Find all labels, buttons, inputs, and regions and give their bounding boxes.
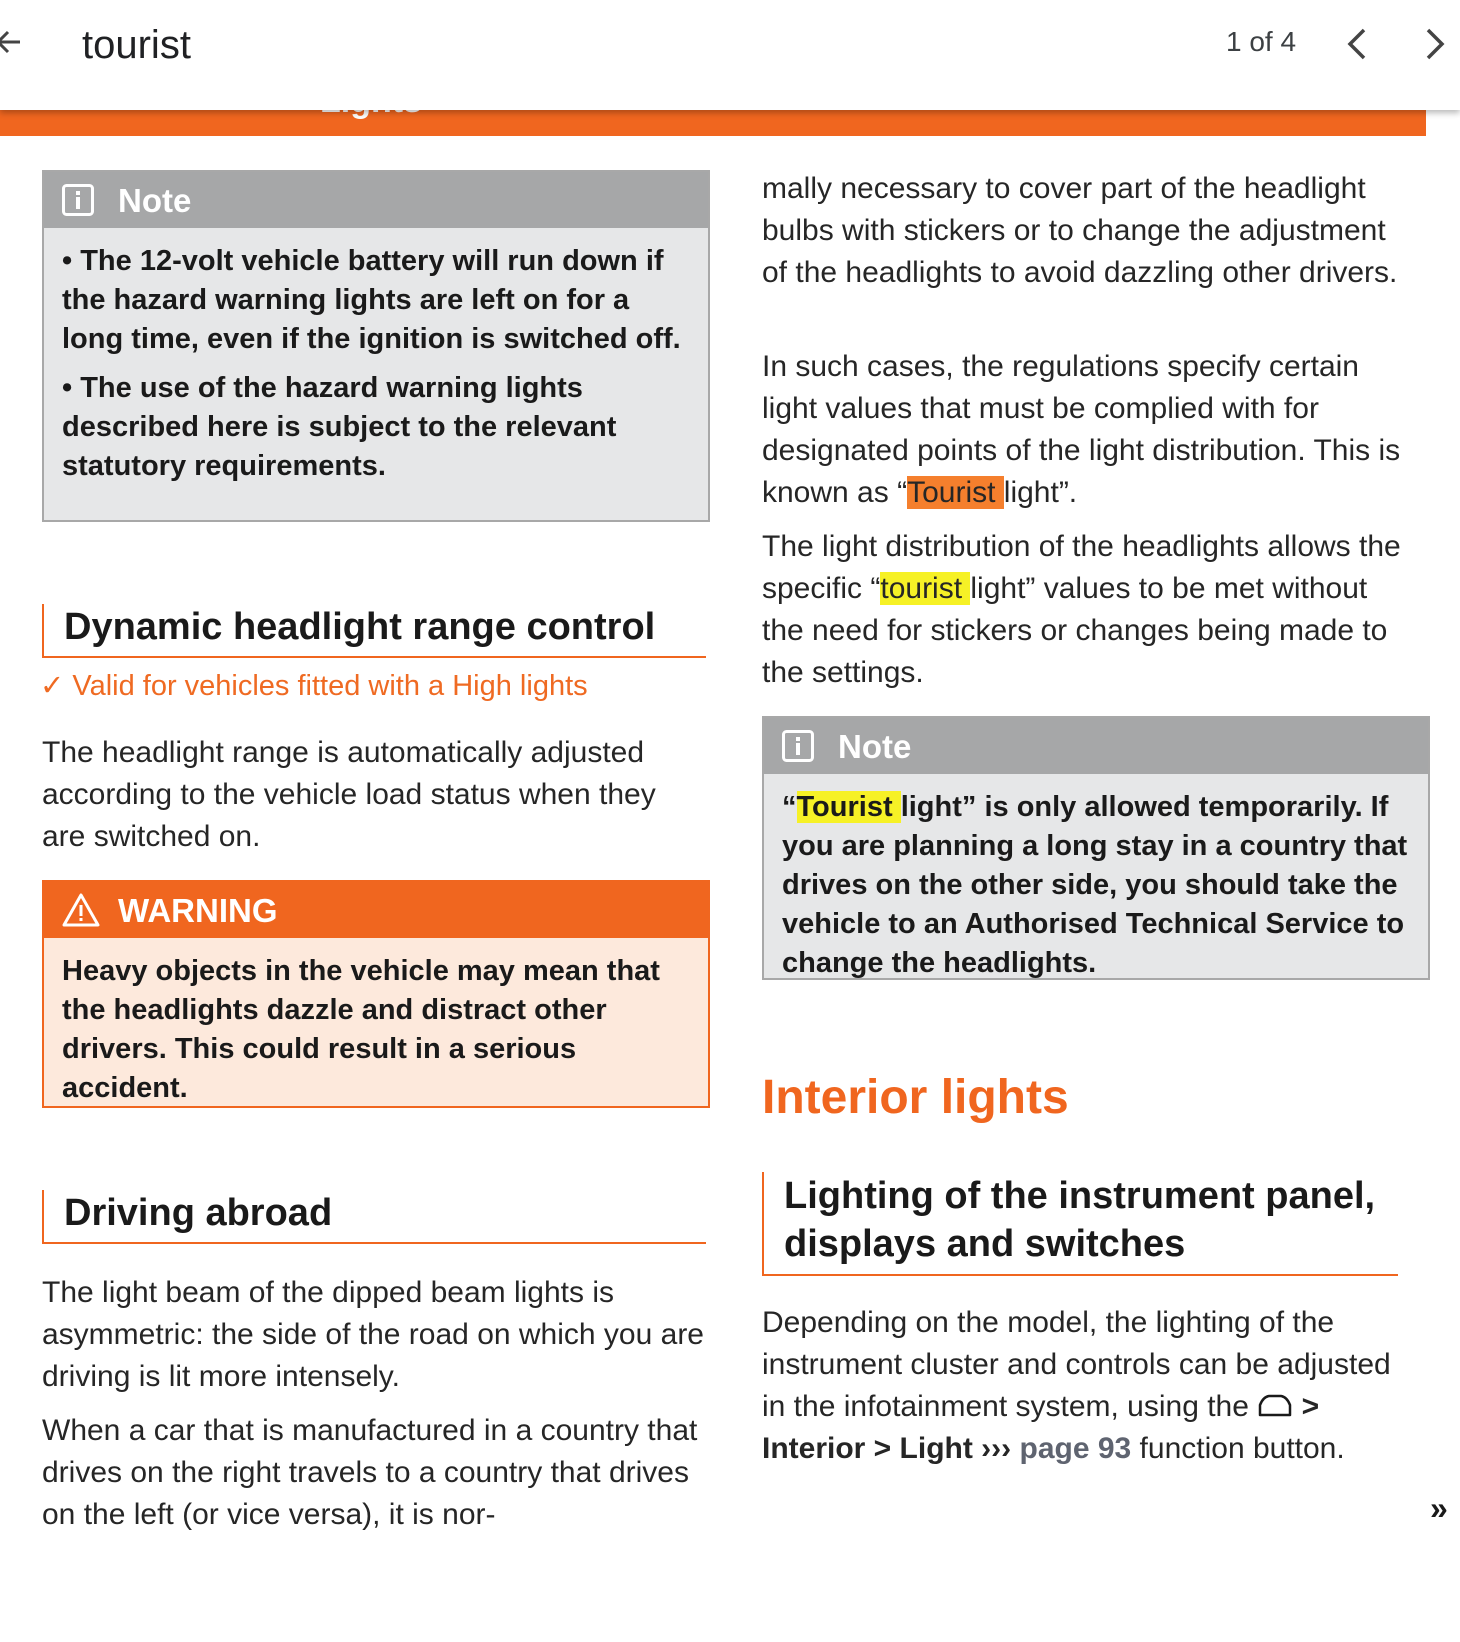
search-match: tourist bbox=[880, 572, 971, 605]
page-link[interactable]: page 93 bbox=[1011, 1432, 1132, 1465]
section-heading-instrument-lighting: Lighting of the instrument panel, displays and switches bbox=[762, 1172, 1398, 1276]
car-icon bbox=[1257, 1393, 1293, 1419]
warning-text: Heavy objects in the vehicle may mean that the headlights dazzle and distract other drivers. This could result in a serious accident. bbox=[62, 955, 660, 1104]
paragraph-instrument-lighting: Depending on the model, the lighting of the instrument cluster and controls can be adjusted in the infotainment system, using the > Interior > Light ››› page 93 function button. bbox=[762, 1306, 1391, 1465]
note-header bbox=[764, 718, 1428, 774]
note-label: Note bbox=[838, 728, 912, 765]
warning-triangle-icon bbox=[62, 892, 100, 928]
page-header-band bbox=[0, 110, 1426, 136]
note-box-battery bbox=[42, 170, 710, 522]
note-label: Note bbox=[118, 182, 192, 219]
section-heading-driving-abroad: Driving abroad bbox=[42, 1190, 706, 1244]
warning-label: WARNING bbox=[118, 892, 278, 929]
find-input[interactable] bbox=[82, 20, 982, 70]
search-match-current: Tourist bbox=[907, 476, 1004, 509]
info-icon bbox=[782, 730, 814, 762]
note-bullet: • The 12-volt vehicle battery will run down if the hazard warning lights are left on for a long time, even if the ignition is switched off. bbox=[62, 245, 681, 355]
warning-header bbox=[44, 882, 708, 938]
next-match-button[interactable] bbox=[1412, 22, 1456, 66]
note-body bbox=[44, 228, 708, 510]
note-bullet: • The use of the hazard warning lights described here is subject to the relevant statutory requirements. bbox=[62, 372, 617, 482]
checkmark-icon: ✓ bbox=[40, 670, 65, 702]
continued-marker: » bbox=[1430, 1490, 1448, 1526]
paragraph-asymmetric-beam: The light beam of the dipped beam lights is asymmetric: the side of the road on which you are driving is lit more intensely. bbox=[42, 1276, 704, 1393]
paragraph-country-travel: When a car that is manufactured in a country that drives on the right travels to a country that drives on the left (or vice versa), it is nor- bbox=[42, 1414, 698, 1531]
chapter-heading-interior-lights: Interior lights bbox=[762, 1071, 1069, 1124]
paragraph-regulations: In such cases, the regulations specify certain light values that must be complied with for designated points of the light distribution. This is known as “Tourist light”. bbox=[762, 350, 1401, 509]
note-header bbox=[44, 172, 708, 228]
arrow-left-icon[interactable] bbox=[0, 24, 24, 60]
paragraph-continuation: mally necessary to cover part of the headlight bulbs with stickers or to change the adjustment of the headlights to avoid dazzling other drivers. bbox=[762, 172, 1398, 289]
info-icon bbox=[62, 184, 94, 216]
section-heading-dynamic-range: Dynamic headlight range control bbox=[42, 604, 706, 658]
note-body: “Tourist light” is only allowed temporarily. If you are planning a long stay in a country that drives on the other side, you should take the vehicle to an Authorised Technical Service to change the headlights. bbox=[782, 791, 1408, 979]
match-count: 1 of 4 bbox=[1226, 26, 1297, 57]
paragraph-light-distribution: The light distribution of the headlights allows the specific “tourist light” values to be met without the need for stickers or changes being made to the settings. bbox=[762, 530, 1401, 689]
search-match: Tourist bbox=[796, 791, 901, 823]
note-box-tourist-light bbox=[762, 716, 1430, 980]
validity-note: ✓ Valid for vehicles fitted with a High lights bbox=[40, 670, 588, 702]
warning-box bbox=[42, 880, 710, 1108]
previous-match-button[interactable] bbox=[1336, 22, 1380, 66]
paragraph-headlight-range: The headlight range is automatically adjusted according to the vehicle load status when they are switched on. bbox=[42, 736, 656, 853]
find-in-page-bar bbox=[0, 0, 1460, 110]
